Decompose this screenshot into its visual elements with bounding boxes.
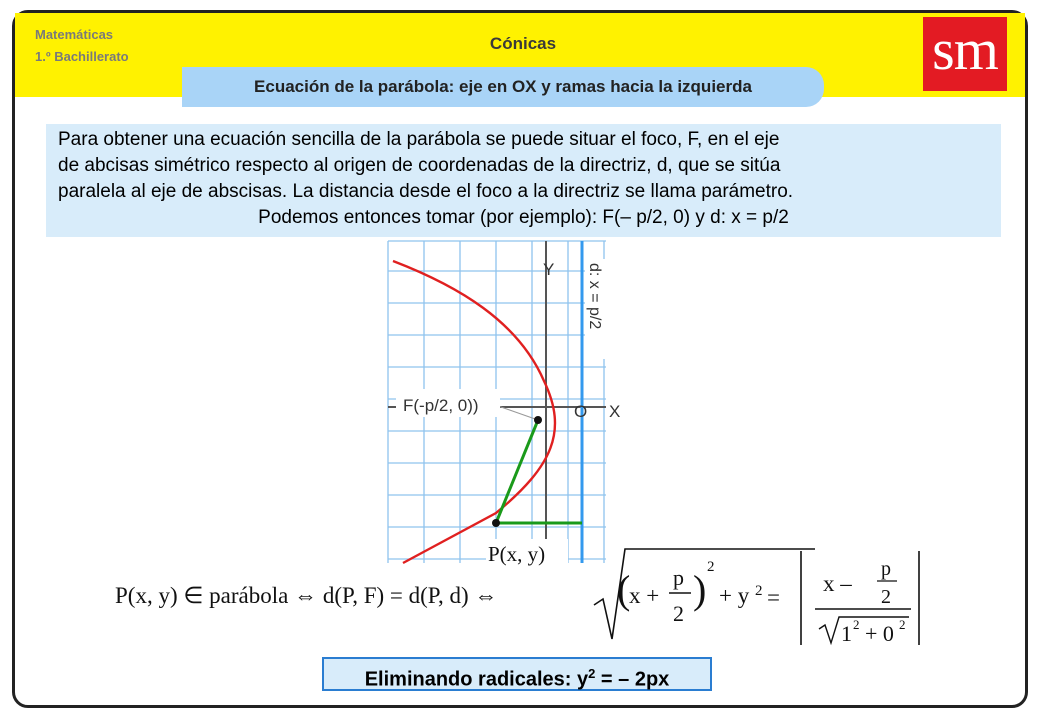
eq-x-plus: x + xyxy=(629,583,660,608)
intro-textbox xyxy=(46,124,1001,237)
y-axis-label: Y xyxy=(543,260,555,279)
focus-label: F(-p/2, 0)) xyxy=(403,396,479,415)
result-suffix: = – 2px xyxy=(595,668,670,691)
eq-den-plus-0: + 0 xyxy=(865,621,894,646)
eq-square-exp: 2 xyxy=(707,559,715,575)
paren-close: ) xyxy=(693,567,707,612)
point-p-dot xyxy=(492,519,500,527)
intro-line: Podemos entonces tomar (por ejemplo): F(– p/2, 0) y d: x = p/2 xyxy=(258,207,789,228)
eq-frac-2: 2 xyxy=(673,601,684,626)
result-prefix: Eliminando radicales: y xyxy=(364,668,589,691)
equation-lhs: P(x, y) ∈ parábola ⇔ d(P, F) = d(P, d) ⇔ xyxy=(115,583,498,608)
eq-num-2: 2 xyxy=(881,586,891,608)
eq-num-p: p xyxy=(881,558,891,580)
intro-line: Para obtener una ecuación sencilla de la parábola se puede situar el foco, F, en el eje xyxy=(58,129,780,150)
eq-x-minus: x – xyxy=(823,571,852,596)
eq-den-0-exp: 2 xyxy=(899,617,906,632)
eq-equals: = xyxy=(767,585,780,610)
eq-frac-p: p xyxy=(673,565,684,590)
paren-open: ( xyxy=(617,567,631,612)
den-radical-sign xyxy=(819,617,909,643)
subject-label: Matemáticas xyxy=(35,27,114,42)
sm-logo: sm xyxy=(923,17,1007,91)
intro-line: paralela al eje de abscisas. La distancia desde el foco a la directriz se llama parámetro. xyxy=(58,181,794,202)
point-label: P(x, y) xyxy=(488,542,546,566)
directrix-label: d: x = p/2 xyxy=(586,263,603,330)
slide-frame xyxy=(12,10,1028,708)
x-axis-label: X xyxy=(609,402,621,421)
intro-line: de abcisas simétrico respecto al origen de coordenadas de la directriz, d, que se sitúa xyxy=(58,155,781,176)
result-box xyxy=(322,657,712,691)
focus-point xyxy=(534,416,542,424)
topic-title: Cónicas xyxy=(489,34,557,53)
eq-den-1: 1 xyxy=(841,621,852,646)
eq-y-exp: 2 xyxy=(755,583,763,599)
parabola-graph xyxy=(378,241,621,566)
eq-plus-y: + y xyxy=(719,583,750,608)
distance-equation xyxy=(115,537,935,649)
eq-den-1-exp: 2 xyxy=(853,617,860,632)
slide-subtitle: Ecuación de la parábola: eje en OX y ramas hacia la izquierda xyxy=(182,67,824,107)
level-label: 1.º Bachillerato xyxy=(35,49,129,64)
result-exponent: 2 xyxy=(588,666,596,681)
origin-label: O xyxy=(574,402,588,421)
